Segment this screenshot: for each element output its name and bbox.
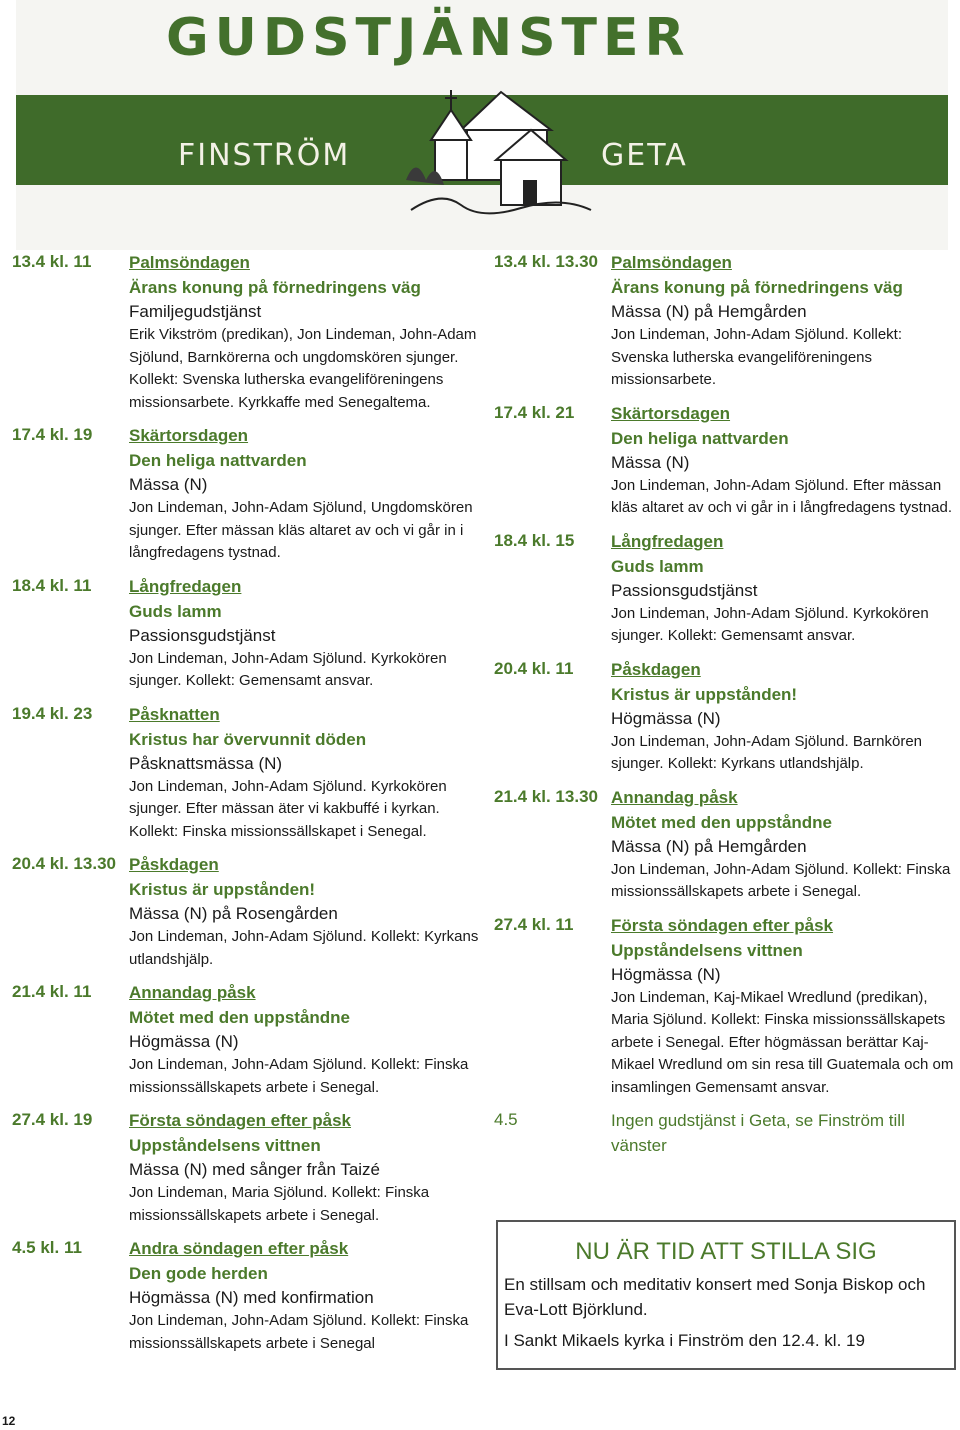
service-date: 17.4 kl. 21: [494, 402, 575, 422]
no-service-note: [494, 1108, 960, 1158]
service-type: Mässa (N): [129, 475, 208, 494]
service-entry: [12, 702, 482, 844]
service-details: [129, 574, 482, 693]
service-title: Påskdagen: [611, 659, 701, 679]
service-title: Långfredagen: [611, 531, 724, 551]
service-date: 21.4 kl. 13.30: [494, 786, 598, 806]
service-description: Jon Lindeman, Kaj-Mikael Wredlund (predikan), Maria Sjölund. Kollekt: Finska missionssällskapets arbete i Senegal. Efter högmässan berättar Kaj-Mikael Wredlund om sin resa till Guatemala och om insamlingen Gemensamt ansvar.: [611, 988, 954, 1096]
service-entry: [494, 785, 960, 904]
service-details: [611, 250, 960, 392]
service-date: 13.4 kl. 11: [12, 252, 92, 271]
service-entry: [494, 913, 960, 1100]
service-entry: [12, 574, 482, 693]
service-details: [611, 401, 960, 520]
service-theme: Ärans konung på förnedringens väg: [611, 278, 903, 297]
service-type: Högmässa (N): [129, 1032, 239, 1051]
concert-heading: NU ÄR TID ATT STILLA SIG: [575, 1238, 877, 1265]
service-theme: Ärans konung på förnedringens väg: [129, 278, 421, 297]
service-details: [129, 852, 482, 971]
service-description: Jon Lindeman, John-Adam Sjölund. Kollekt: Finska missionssällskapets arbete i Senegal: [129, 1312, 469, 1352]
concert-text: En stillsam och meditativ konsert med Sonja Biskop och Eva-Lott Björklund.: [504, 1275, 926, 1319]
parish-finstrom: FINSTRÖM: [178, 138, 351, 173]
service-type: Mässa (N) på Hemgården: [611, 302, 807, 321]
service-description: Jon Lindeman, John-Adam Sjölund. Efter mässan kläs altaret av och vi går in i långfredagens tystnad.: [611, 476, 953, 516]
service-description: Jon Lindeman, John-Adam Sjölund. Kollekt: Svenska lutherska evangeliföreningens missionsarbete.: [611, 326, 903, 388]
service-date: 27.4 kl. 19: [12, 1110, 93, 1129]
service-date: 18.4 kl. 15: [494, 530, 575, 550]
service-entry: [12, 980, 482, 1099]
header-banner: [16, 0, 948, 250]
service-date: 20.4 kl. 11: [494, 658, 574, 678]
service-entry: [12, 1108, 482, 1227]
service-type: Mässa (N) med sånger från Taizé: [129, 1160, 381, 1179]
service-entry: [494, 529, 960, 648]
service-theme: Den heliga nattvarden: [611, 428, 789, 448]
service-title: Annandag påsk: [611, 787, 738, 807]
service-date: 17.4 kl. 19: [12, 425, 93, 444]
service-title: Annandag påsk: [129, 983, 256, 1002]
service-title: Långfredagen: [129, 576, 242, 596]
service-entry: [494, 657, 960, 776]
parish-geta: GETA: [601, 138, 688, 173]
service-details: [129, 250, 482, 414]
concert-when: I Sankt Mikaels kyrka i Finström den 12.4. kl. 19: [504, 1331, 865, 1350]
service-type: Familjegudstjänst: [129, 302, 262, 321]
service-theme: Mötet med den uppståndne: [611, 812, 832, 832]
service-details: [129, 702, 482, 844]
service-type: Mässa (N): [611, 452, 690, 472]
service-theme: Kristus är uppstånden!: [611, 684, 798, 704]
service-details: [129, 1108, 482, 1227]
note-text: Ingen gudstjänst i Geta, se Finström till vänster: [611, 1111, 905, 1155]
service-description: Jon Lindeman, John-Adam Sjölund. Kollekt: Kyrkans utlandshjälp.: [129, 928, 479, 968]
service-entry: [494, 250, 960, 392]
service-details: [611, 529, 960, 648]
service-theme: Mötet med den uppståndne: [129, 1008, 350, 1027]
service-date: 27.4 kl. 11: [494, 914, 574, 934]
service-theme: Kristus är uppstånden!: [129, 880, 316, 899]
service-type: Mässa (N) på Rosengården: [129, 904, 338, 923]
service-title: Skärtorsdagen: [611, 403, 731, 423]
church-illustration: [401, 70, 601, 220]
service-theme: Den gode herden: [129, 1264, 268, 1283]
service-description: Jon Lindeman, John-Adam Sjölund. Kyrkokören sjunger. Efter mässan äter vi kakbuffé i kyrkan. Kollekt: Finska missionssällskapet i Senegal.: [129, 777, 447, 840]
service-title: Skärtorsdagen: [129, 426, 249, 445]
service-details: [129, 980, 482, 1099]
service-entry: [12, 423, 482, 565]
service-details: [129, 423, 482, 565]
service-theme: Guds lamm: [611, 556, 704, 576]
concert-box: [496, 1220, 956, 1370]
service-theme: Uppståndelsens vittnen: [129, 1136, 321, 1155]
service-description: Jon Lindeman, John-Adam Sjölund. Kollekt: Finska missionssällskapets arbete i Senegal.: [611, 860, 951, 900]
service-title: Påskdagen: [129, 855, 219, 874]
service-date: 20.4 kl. 13.30: [12, 854, 116, 873]
service-description: Erik Vikström (predikan), Jon Lindeman, John-Adam Sjölund, Barnkörerna och ungdomskören sjunger. Kollekt: Svenska lutherska evangeliföreningens missionsarbete. Kyrkkaffe med Senegaltema.: [129, 326, 477, 411]
service-type: Högmässa (N): [611, 708, 721, 728]
service-date: 19.4 kl. 23: [12, 703, 93, 723]
service-title: Palmsöndagen: [129, 253, 250, 272]
service-theme: Guds lamm: [129, 601, 222, 621]
service-entry: [494, 401, 960, 520]
service-type: Passionsgudstjänst: [129, 625, 276, 645]
service-title: Första söndagen efter påsk: [129, 1111, 352, 1130]
service-type: Mässa (N) på Hemgården: [611, 836, 807, 856]
service-description: Jon Lindeman, John-Adam Sjölund. Kyrkokören sjunger. Kollekt: Gemensamt ansvar.: [611, 604, 929, 644]
service-details: [611, 785, 960, 904]
service-details: [611, 913, 960, 1100]
service-description: Jon Lindeman, John-Adam Sjölund, Ungdomskören sjunger. Efter mässan kläs altaret av och vi går in i långfredagens tystnad.: [129, 499, 473, 561]
service-entry: [12, 1236, 482, 1355]
service-type: Passionsgudstjänst: [611, 580, 758, 600]
page-title: GUDSTJÄNSTER: [166, 8, 691, 68]
service-description: Jon Lindeman, John-Adam Sjölund. Barnkören sjunger. Kollekt: Kyrkans utlandshjälp.: [611, 732, 923, 772]
service-date: 18.4 kl. 11: [12, 575, 92, 595]
service-details: [129, 1236, 482, 1355]
service-date: 4.5 kl. 11: [12, 1238, 82, 1257]
service-entry: [12, 852, 482, 971]
service-description: Jon Lindeman, John-Adam Sjölund. Kollekt: Finska missionssällskapets arbete i Senegal.: [129, 1056, 469, 1096]
service-theme: Den heliga nattvarden: [129, 451, 307, 470]
service-type: Högmässa (N) med konfirmation: [129, 1288, 374, 1307]
service-date: 13.4 kl. 13.30: [494, 252, 598, 271]
service-title: Palmsöndagen: [611, 253, 732, 272]
geta-column: [494, 250, 960, 1167]
service-date: 21.4 kl. 11: [12, 982, 92, 1001]
service-theme: Kristus har övervunnit döden: [129, 729, 367, 749]
finstrom-column: [12, 250, 482, 1364]
service-type: Högmässa (N): [611, 964, 721, 984]
service-details: [611, 657, 960, 776]
service-description: Jon Lindeman, Maria Sjölund. Kollekt: Finska missionssällskapets arbete i Senegal.: [129, 1184, 430, 1224]
service-description: Jon Lindeman, John-Adam Sjölund. Kyrkokören sjunger. Kollekt: Gemensamt ansvar.: [129, 649, 447, 689]
service-title: Första söndagen efter påsk: [611, 915, 834, 935]
service-entry: [12, 250, 482, 414]
page-number: 12: [2, 1414, 16, 1428]
service-theme: Uppståndelsens vittnen: [611, 940, 803, 960]
service-title: Påsknatten: [129, 704, 220, 724]
note-date: 4.5: [494, 1110, 518, 1129]
service-title: Andra söndagen efter påsk: [129, 1239, 349, 1258]
service-type: Påsknattsmässa (N): [129, 753, 283, 773]
